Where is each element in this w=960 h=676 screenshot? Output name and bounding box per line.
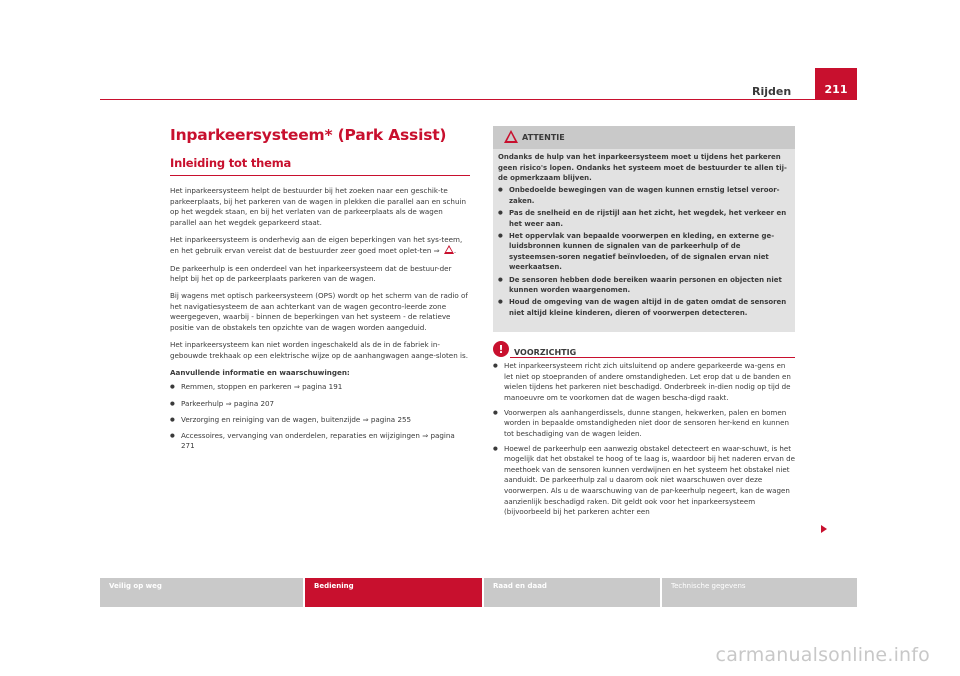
intro-paragraph-2: [170, 235, 470, 257]
continue-arrow-icon: [821, 525, 827, 533]
attention-bullet: ● De sensoren hebben dode bereiken waarin personen en objecten niet kunnen worden waargenomen.: [498, 275, 790, 296]
caution-bullet: ● Voorwerpen als aanhangerdissels, dunne stangen, hekwerken, palen en bomen worden in bepaalde omstandigheden niet door de sensoren her-kend en kunnen tot beschadiging van de wagen leiden.: [493, 408, 795, 440]
header-section-title: Rijden: [752, 85, 792, 98]
intro-paragraph-3: De parkeerhulp is een onderdeel van het inparkeersysteem dat de bestuur-der helpt bij het op de parkeerplaats parkeren van de wagen.: [170, 263, 452, 284]
intro-text-column: [170, 186, 470, 457]
chapter-title: Inparkeersysteem* (Park Assist): [170, 126, 447, 144]
attention-body: [498, 152, 790, 320]
caution-divider: [510, 357, 795, 358]
nav-tab-technische-gegevens[interactable]: Technische gegevens: [662, 578, 857, 607]
caution-exclamation-icon: !: [493, 341, 509, 357]
attention-bullet: ● Het oppervlak van bepaalde voorwerpen en kleding, en externe ge-luidsbronnen kunnen de signalen van de parkeerhulp of de systeemsen-soren negatief beïnvloeden, of de signalen ervan niet weerkaatsen.: [498, 231, 790, 273]
intro-paragraph-4: Bij wagens met optisch parkeersysteem (OPS) wordt op het scherm van de radio of het navigatiesysteem de aan achterkant van de wagen gecontro-leerde zone weergegeven, waarbij - binnen de beperkingen van het systeem - de relatieve positie van de obstakels ten opzichte van de wagen worden aangeduid.: [170, 291, 468, 333]
attention-bullet: ● Pas de snelheid en de rijstijl aan het zicht, het wegdek, het verkeer en het weer aan.: [498, 208, 790, 229]
attention-intro: Ondanks de hulp van het inparkeersysteem moet u tijdens het parkeren geen risico's lopen. Ondanks het systeem moet de bestuurder te allen tij-de opmerkzaam blijven.: [498, 153, 787, 183]
header-divider: [100, 99, 857, 100]
intro-paragraph-2-text: Het inparkeersysteem is onderhevig aan de eigen beperkingen van het sys-teem, en het gebruik ervan vereist dat de bestuurder zeer goed moet oplet-ten ⇒: [170, 234, 463, 256]
warning-triangle-icon: [504, 130, 518, 143]
reference-item-parking-aid[interactable]: ● Parkeerhulp ⇒ pagina 207: [170, 399, 470, 410]
intro-paragraph-1: Het inparkeersysteem helpt de bestuurder bij het zoeken naar een geschik-te parkeerplaats, bij het parkeren van de wagen in plekken die parallel aan en schuin op het wegdek staan, en bij het verlaten van de parkeerplaats als de wagen parallel aan het wegdek geparkeerd staat.: [170, 186, 466, 227]
reference-item-accessories[interactable]: ● Accessoires, vervanging van onderdelen, reparaties en wijzigingen ⇒ pagina 271: [170, 431, 470, 452]
reference-item-braking[interactable]: ● Remmen, stoppen en parkeren ⇒ pagina 191: [170, 382, 470, 393]
caution-title: VOORZICHTIG: [514, 348, 577, 357]
warning-triangle-icon: [444, 245, 457, 256]
intro-paragraph-2-end: .: [453, 246, 457, 256]
section-divider: [170, 175, 470, 176]
intro-paragraph-5: Het inparkeersysteem kan niet worden ingeschakeld als de in de fabriek in-gebouwde trekhaak op een elektrische wijze op de aanhangwagen aange-sloten is.: [170, 340, 468, 360]
reference-item-care[interactable]: ● Verzorging en reiniging van de wagen, buitenzijde ⇒ pagina 255: [170, 415, 470, 426]
section-title: Inleiding tot thema: [170, 156, 292, 170]
caution-bullet: ● Het inparkeersysteem richt zich uitsluitend op andere geparkeerde wa-gens en let niet op stoepranden of andere omstandigheden. Let erop dat u de banden en wielen tijdens het parkeren niet beschadigd. Onderbreek in-dien nodig op tijd de manoeuvre om te voorkomen dat de wagen bescha-digd raakt.: [493, 361, 795, 403]
watermark: carmanualsonline.info: [715, 644, 930, 666]
nav-tab-veilig-op-weg[interactable]: Veilig op weg: [100, 578, 303, 607]
attention-bullet: ● Houd de omgeving van de wagen altijd in de gaten omdat de sensoren niet altijd kleine kinderen, dieren of voorwerpen detecteren.: [498, 297, 790, 318]
nav-tab-raad-en-daad[interactable]: Raad en daad: [484, 578, 660, 607]
caution-bullet: ● Hoewel de parkeerhulp een aanwezig obstakel detecteert en waar-schuwt, is het mogelijk dat het obstakel te hoog of te laag is, waardoor bij het naderen ervan de meethoek van de sensoren kunnen verdwijnen en het systeem het obstakel niet aanduidt. De parkeerhulp zal u daarom ook niet waarschuwen over deze voorwerpen. Als u de waarschuwing van de par-keerhulp negeert, kan de wagen aanzienlijk beschadigd raken. Dit geldt ook voor het inparkeersysteem (bijvoorbeeld bij het parkeren achter een: [493, 444, 795, 518]
page-number: 211: [815, 68, 857, 100]
extra-info-title: Aanvullende informatie en waarschuwingen:: [170, 367, 350, 377]
attention-bullet: ● Onbedoelde bewegingen van de wagen kunnen ernstig letsel veroor-zaken.: [498, 185, 790, 206]
attention-title: ATTENTIE: [522, 133, 565, 142]
caution-body: [493, 361, 795, 522]
nav-tab-bediening[interactable]: Bediening: [305, 578, 482, 607]
